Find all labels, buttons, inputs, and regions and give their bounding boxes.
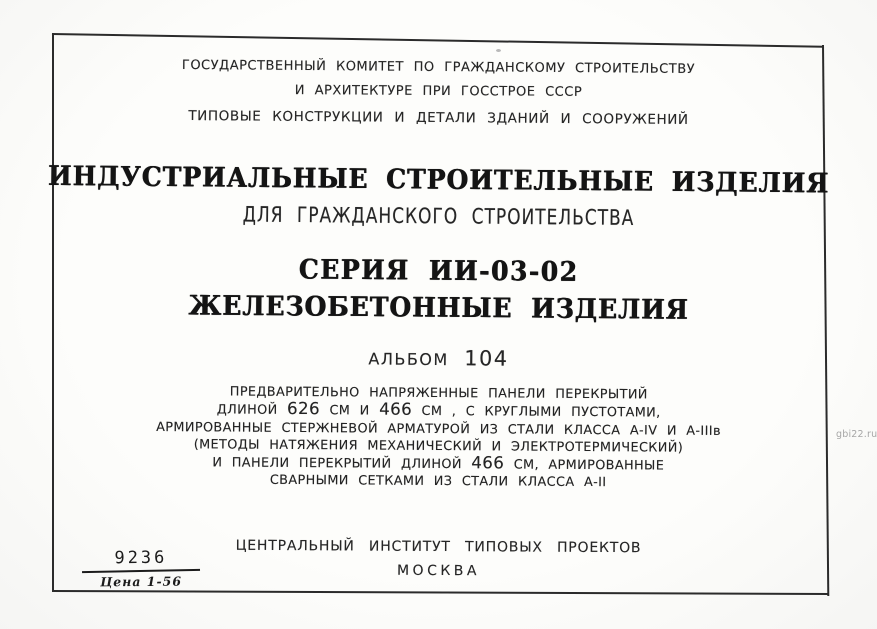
price-stamp xyxy=(82,547,200,589)
description-line-3: АРМИРОВАННЫЕ СТЕРЖНЕВОЙ АРМАТУРОЙ ИЗ СТАЛИ КЛАССА А-IV И А-IIIв xyxy=(156,419,721,439)
album-description xyxy=(0,382,877,494)
description-line-6: СВАРНЫМИ СЕТКАМИ ИЗ СТАЛИ КЛАССА А-II xyxy=(269,473,607,491)
album-number: АЛЬБОМ 104 xyxy=(368,346,509,371)
border-frame-top xyxy=(52,33,824,48)
description-line-5: И ПАНЕЛИ ПЕРЕКРЫТИЙ ДЛИНОЙ 466 СМ, АРМИРОВАННЫЕ xyxy=(212,453,665,474)
product-title: ЖЕЛЕЗОБЕТОННЫЕ ИЗДЕЛИЯ xyxy=(188,289,689,326)
stamp-divider xyxy=(82,569,200,573)
description-line-1: ПРЕДВАРИТЕЛЬНО НАПРЯЖЕННЫЕ ПАНЕЛИ ПЕРЕКРЫТИЙ xyxy=(229,384,648,403)
series-number-title: СЕРИЯ ИИ-03-02 xyxy=(298,253,579,288)
description-line-4: (МЕТОДЫ НАТЯЖЕНИЯ МЕХАНИЧЕСКИЙ И ЭЛЕКТРОТЕРМИЧЕСКИЙ) xyxy=(193,437,684,456)
publisher-city: МОСКВА xyxy=(396,562,481,580)
page-title: ИНДУСТРИАЛЬНЫЕ СТРОИТЕЛЬНЫЕ ИЗДЕЛИЯ xyxy=(47,160,830,199)
stamp-number: 9236 xyxy=(114,547,168,569)
committee-name-line2: И АРХИТЕКТУРЕ ПРИ ГОССТРОЕ СССР xyxy=(294,83,583,100)
stamp-price: Цена 1-56 xyxy=(100,573,183,590)
committee-name-line1: ГОСУДАРСТВЕННЫЙ КОМИТЕТ ПО ГРАЖДАНСКОМУ СТРОИТЕЛЬСТВУ xyxy=(181,57,696,78)
border-frame-bottom xyxy=(52,590,829,595)
series-caption: ТИПОВЫЕ КОНСТРУКЦИИ И ДЕТАЛИ ЗДАНИЙ И СООРУЖЕНИЙ xyxy=(188,108,689,128)
site-watermark: gbi22.ru xyxy=(836,429,877,440)
publisher-institute: ЦЕНТРАЛЬНЫЙ ИНСТИТУТ ТИПОВЫХ ПРОЕКТОВ xyxy=(235,537,642,557)
scan-artifact xyxy=(496,49,501,52)
page-subtitle: ДЛЯ ГРАЖДАНСКОГО СТРОИТЕЛЬСТВА xyxy=(242,202,635,232)
description-line-2: ДЛИНОЙ 626 СМ И 466 СМ , С КРУГЛЫМИ ПУСТОТАМИ, xyxy=(216,399,661,421)
